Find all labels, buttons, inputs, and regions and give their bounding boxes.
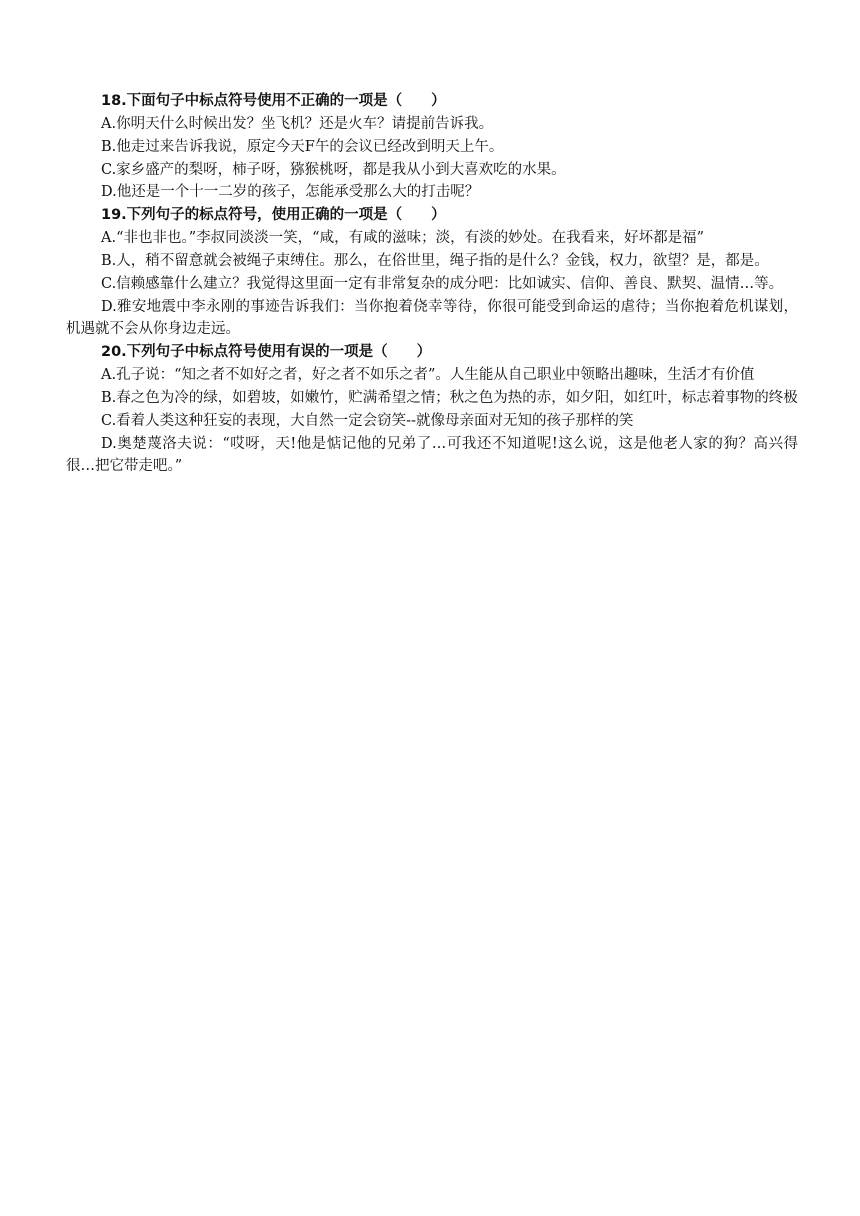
option-a: A.孔子说：“知之者不如好之者，好之者不如乐之者”。人生能从自己职业中领略出趣味，生活才有价值 bbox=[101, 367, 755, 384]
option-b: B.春之色为冷的绿，如碧坡，如嫩竹，贮满希望之情；秋之色为热的赤，如夕阳，如红叶，标志着事物的终极 bbox=[101, 389, 798, 406]
question-20 bbox=[66, 341, 798, 478]
option-c: C.信赖感靠什么建立？我觉得这里面一定有非常复杂的成分吧：比如诚实、信仰、善良、默契、温情…等。 bbox=[101, 275, 784, 292]
option-b: B.他走过来告诉我说，原定今天F午的会议已经改到明天上午。 bbox=[101, 138, 504, 155]
option-d: D.他还是一个十一二岁的孩子，怎能承受那么大的打击呢？ bbox=[101, 184, 480, 201]
option-c: C.看着人类这种狂妄的表现，大自然一定会窃笑--就像母亲面对无知的孩子那样的笑 bbox=[101, 412, 634, 429]
option-a: A.你明天什么时候出发？坐飞机？还是火车？请提前告诉我。 bbox=[101, 116, 494, 132]
question-18 bbox=[66, 90, 798, 204]
option-a: A.“非也非也。”李叔同淡淡一笑，“咸，有咸的滋味；淡，有淡的妙处。在我看来，好坏都是福” bbox=[101, 230, 704, 247]
question-19 bbox=[66, 204, 798, 341]
option-d: D.奥楚蔑洛夫说：“哎呀，天!他是惦记他的兄弟了…可我还不知道呢!这么说，这是他老人家的狗？高兴得很…把它带走吧。” bbox=[66, 435, 798, 475]
question-title: 20.下列句子中标点符号使用有误的一项是（ ） bbox=[101, 344, 432, 361]
option-b: B.人，稍不留意就会被绳子束缚住。那么，在俗世里，绳子指的是什么？金钱，权力，欲望？是，都是。 bbox=[101, 252, 769, 269]
exam-page bbox=[66, 90, 798, 478]
question-title: 19.下列句子的标点符号，使用正确的一项是（ ） bbox=[101, 207, 446, 224]
option-c: C.家乡盛产的梨呀，柿子呀，猕猴桃呀，都是我从小到大喜欢吃的水果。 bbox=[101, 161, 566, 178]
option-d: D.雅安地震中李永刚的事迹告诉我们：当你抱着侥幸等待，你很可能受到命运的虐待；当你抱着危机谋划，机遇就不会从你身边走远。 bbox=[66, 298, 798, 338]
question-title: 18.下面句子中标点符号使用不正确的一项是（ ） bbox=[101, 93, 446, 109]
